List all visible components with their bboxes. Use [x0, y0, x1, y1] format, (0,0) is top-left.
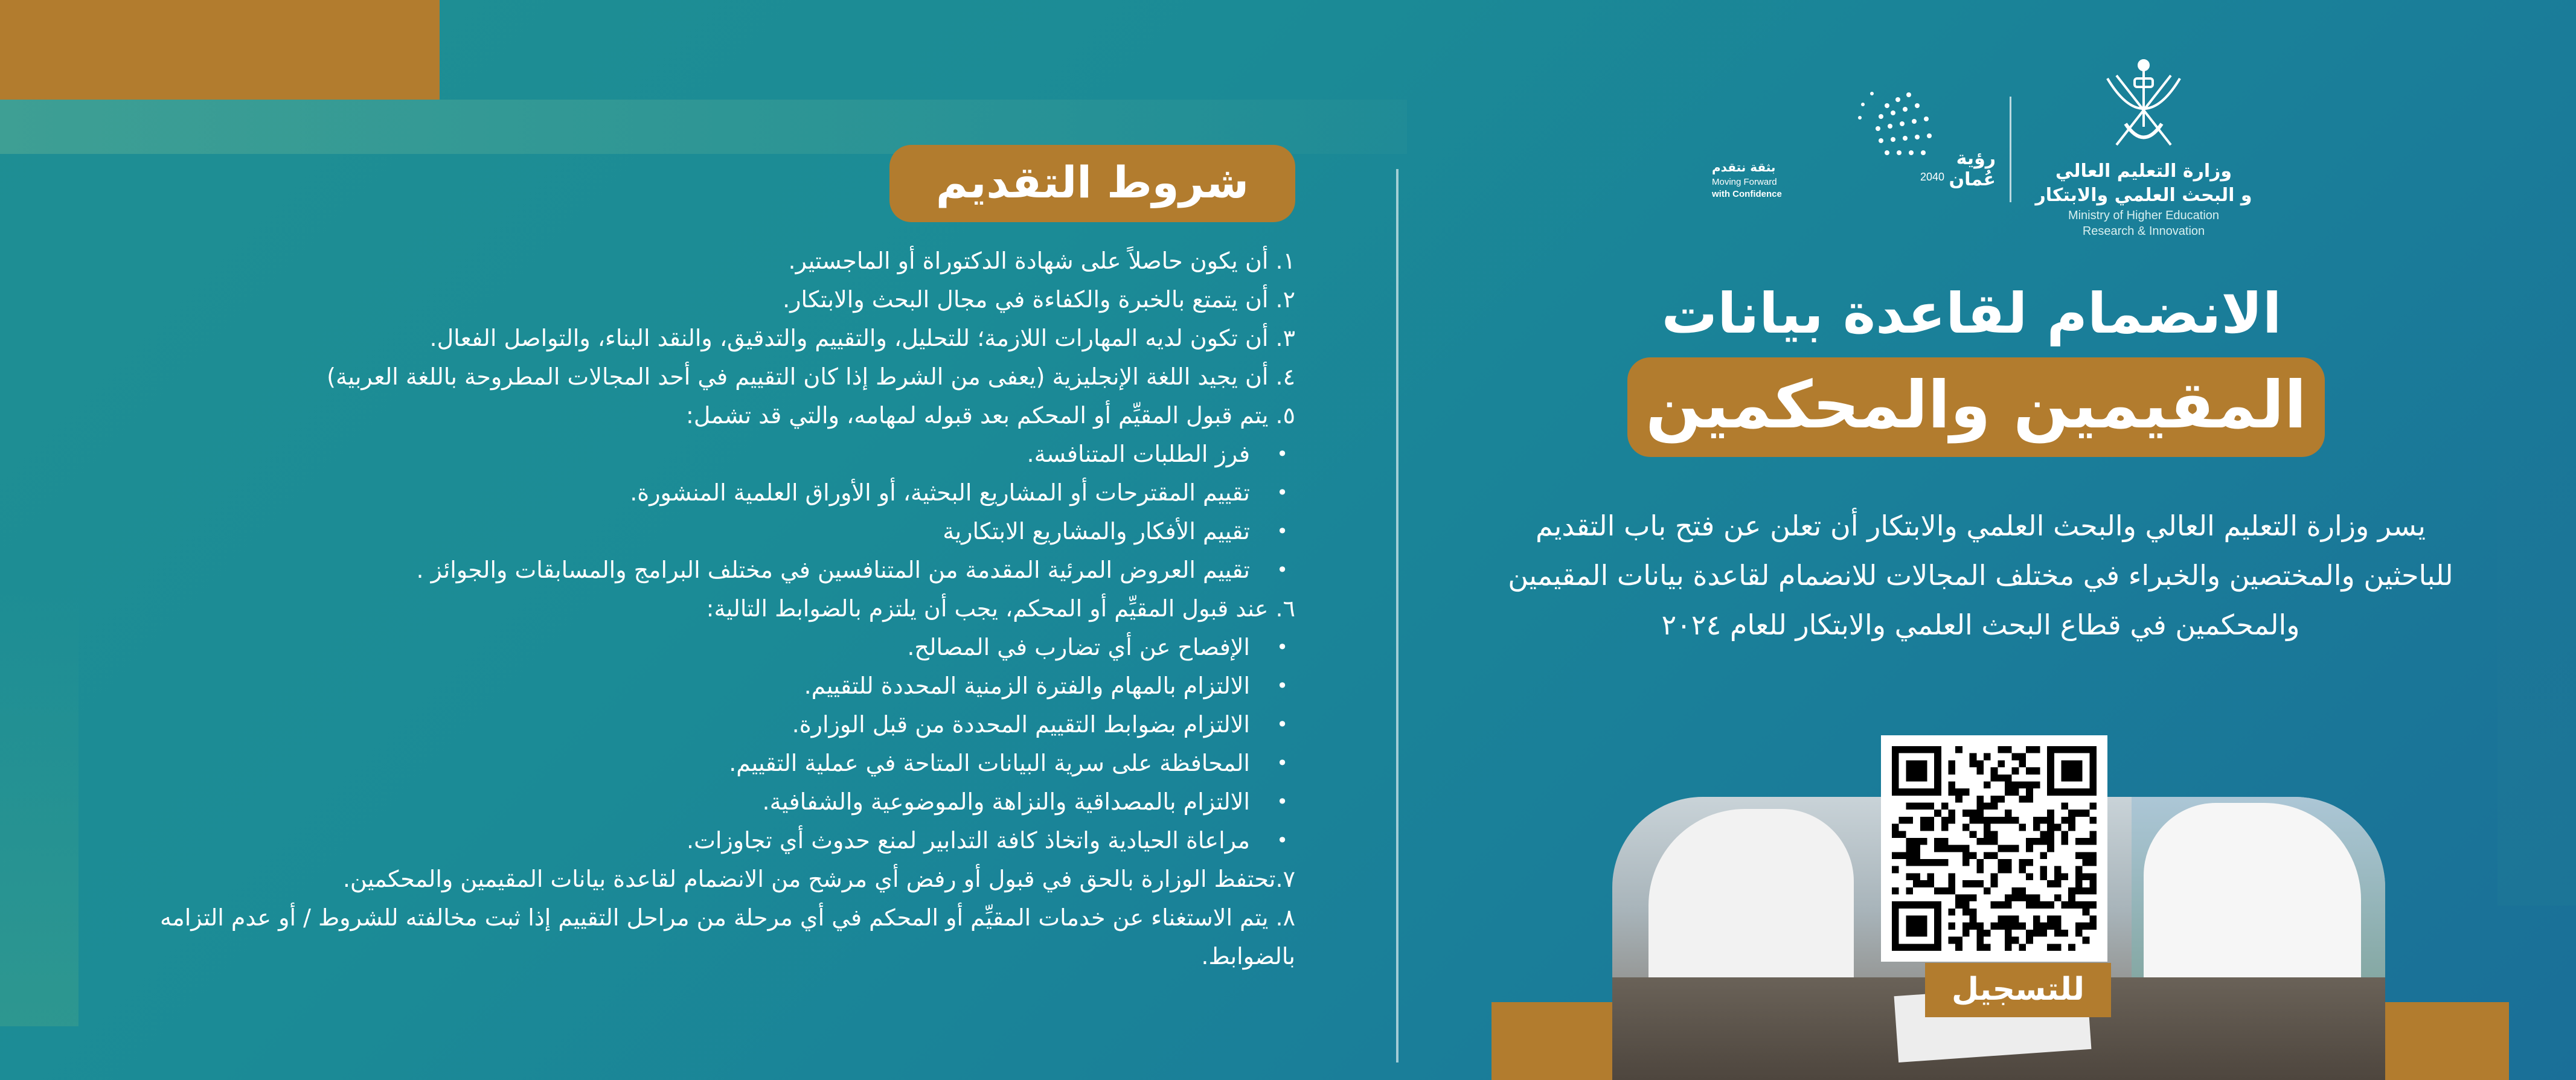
- conditions-list: [121, 241, 1295, 976]
- condition-numbered-item: ٦. عند قبول المقيِّم أو المحكم، يجب أن يلتزم بالضوابط التالية:: [706, 595, 1295, 622]
- qr-code-icon: [1892, 746, 2097, 951]
- registration-qr-code[interactable]: [1881, 735, 2107, 962]
- register-label[interactable]: للتسجيل: [1951, 971, 2084, 1008]
- logo-divider: [2010, 97, 2011, 202]
- condition-bullet-item: • مراعاة الحيادية واتخاذ كافة التدابير لمنع حدوث أي تجاوزات.: [121, 821, 1295, 860]
- condition-bullet-item: • الالتزام بالمهام والفترة الزمنية المحددة للتقييم.: [121, 666, 1295, 705]
- condition-numbered-item: ٤. أن يجيد اللغة الإنجليزية (يعفى من الشرط إذا كان التقييم في أحد المجالات المطروحة باللغة العربية): [327, 363, 1295, 390]
- condition-bullet-item: • الإفصاح عن أي تضارب في المصالح.: [121, 628, 1295, 666]
- vision-slogan-ar: بثقة نتقدم: [1712, 160, 1776, 174]
- ministry-name-ar-1: وزارة التعليم العالي: [2055, 161, 2232, 182]
- condition-numbered-item: ٧.تحتفظ الوزارة بالحق في قبول أو رفض أي مرشح من الانضمام لقاعدة بيانات المقيمين والمحكمين.: [342, 866, 1295, 892]
- condition-numbered-item: ٨. يتم الاستغناء عن خدمات المقيِّم أو المحكم في أي مرحلة من مراحل التقييم إذا ثبت مخالفته للشروط / أو عدم التزامه بالضوابط.: [159, 904, 1295, 970]
- vision-title: رؤية عُمان: [1949, 148, 1996, 190]
- condition-numbered-item: ١. أن يكون حاصلاً على شهادة الدكتوراة أو الماجستير.: [788, 248, 1295, 274]
- condition-bullet-item: • تقييم المقترحات أو المشاريع البحثية، أو الأوراق العلمية المنشورة.: [121, 473, 1295, 512]
- condition-bullet-item: • الالتزام بضوابط التقييم المحددة من قبل الوزارة.: [121, 705, 1295, 744]
- vision-2040-logo: [1706, 57, 1996, 214]
- oman-emblem-icon: [2083, 54, 2204, 157]
- hero-title-line2: المقيمين والمحكمين: [1645, 368, 2307, 443]
- vision-slogan-en-2: with Confidence: [1712, 189, 1782, 199]
- vision-year: 2040: [1920, 171, 1945, 183]
- condition-bullet-item: • تقييم الأفكار والمشاريع الابتكارية: [121, 512, 1295, 551]
- condition-bullet-item: • تقييم العروض المرئية المقدمة من المتنافسين في مختلف البرامج والمسابقات والجوائز .: [121, 551, 1295, 589]
- condition-numbered-item: ٣. أن تكون لديه المهارات اللازمة؛ للتحليل، والتقييم والتدقيق، والنقد البناء، والتواصل الفعال.: [429, 325, 1295, 351]
- condition-numbered-item: ٥. يتم قبول المقيِّم أو المحكم بعد قبوله لمهامه، والتي قد تشمل:: [686, 402, 1295, 429]
- hero-intro-text: يسر وزارة التعليم العالي والبحث العلمي والابتكار أن تعلن عن فتح باب التقديم للباحثين والمختصين والخبراء في مختلف المجالات للانضمام لقاعدة بيانات المقيمين والمحكمين في قطاع البحث العلمي والابتكار للعام ٢٠٢٤: [1508, 510, 2453, 641]
- condition-numbered-item: ٢. أن يتمتع بالخبرة والكفاءة في مجال البحث والابتكار.: [783, 286, 1295, 313]
- ministry-logo: [2035, 54, 2252, 238]
- decor-top-left-block: [0, 0, 440, 100]
- conditions-title: شروط التقديم: [935, 157, 1249, 208]
- vision-slogan-en-1: Moving Forward: [1712, 177, 1777, 187]
- decor-left-bar: [0, 592, 78, 1026]
- condition-bullet-item: • المحافظة على سرية البيانات المتاحة في عملية التقييم.: [121, 744, 1295, 782]
- center-divider: [1396, 169, 1399, 1062]
- decor-right-bar: [2498, 302, 2576, 906]
- ministry-name-ar-2: و البحث العلمي والابتكار: [2035, 185, 2252, 206]
- ministry-name-en-2: Research & Innovation: [2082, 225, 2205, 238]
- condition-bullet-item: • الالتزام بالمصداقية والنزاهة والموضوعية والشفافية.: [121, 782, 1295, 821]
- hero-title-line1: الانضمام لقاعدة بيانات: [1661, 281, 2282, 346]
- condition-bullet-item: • فرز الطلبات المتنافسة.: [121, 435, 1295, 473]
- ministry-name-en-1: Ministry of Higher Education: [2068, 209, 2220, 222]
